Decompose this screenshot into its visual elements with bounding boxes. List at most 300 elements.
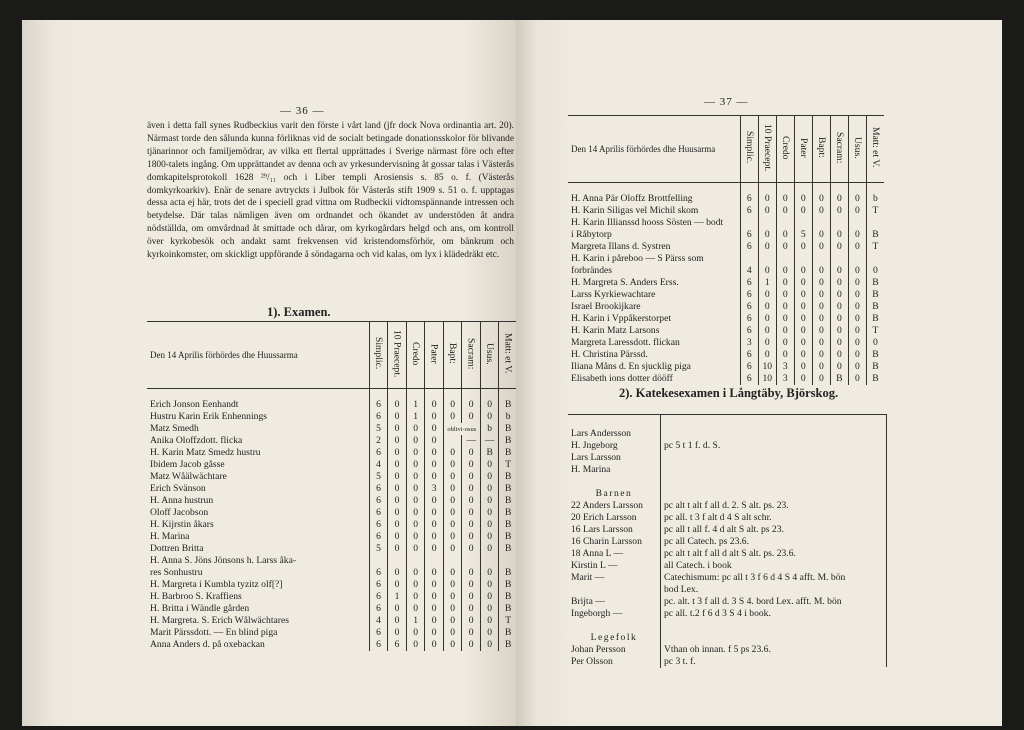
catechism-row: [568, 536, 848, 548]
grade-cell: 0: [388, 459, 407, 471]
grade-cell: 0: [776, 241, 794, 253]
catechism-row: [568, 620, 848, 632]
grade-cell: 0: [830, 265, 848, 277]
column-header: [866, 116, 884, 183]
grade-cell: b: [499, 411, 516, 423]
grade-cell: 0: [758, 183, 776, 206]
table-row: [147, 567, 516, 579]
grade-cell: 0: [812, 301, 830, 313]
grade-cell: 0: [425, 411, 444, 423]
grade-cell: 1: [406, 389, 425, 412]
grade-cell: [830, 253, 848, 265]
grade-cell: 0: [443, 459, 462, 471]
group-heading: Legefolk: [568, 632, 661, 644]
column-header-text: Credo: [410, 341, 422, 366]
person-name: Hustru Karin Erik Enhennings: [147, 411, 369, 423]
grade-cell: 6: [369, 389, 388, 412]
merged-grade-cell: [443, 423, 480, 435]
grade-cell: 3: [740, 337, 758, 349]
catechism-row: [568, 596, 848, 608]
grade-cell: 0: [388, 483, 407, 495]
grade-cell: 0: [443, 389, 462, 412]
grade-cell: B: [499, 639, 516, 651]
person-name: H. Marina: [147, 531, 369, 543]
grade-cell: 0: [443, 615, 462, 627]
grade-cell: 0: [776, 229, 794, 241]
grade-cell: 5: [369, 471, 388, 483]
catechism-grade: pc alt t alt f all d. 2. S alt. ps. 23.: [664, 500, 789, 511]
catechism-grade: [661, 414, 849, 440]
grade-cell: 0: [848, 289, 866, 301]
grade-cell: 0: [425, 459, 444, 471]
grade-cell: [848, 253, 866, 265]
grade-cell: 0: [480, 531, 499, 543]
grade-cell: 6: [369, 483, 388, 495]
grade-cell: 0: [406, 519, 425, 531]
column-header: [776, 116, 794, 183]
person-name: Ibidem Jacob gåsse: [147, 459, 369, 471]
grade-cell: 0: [830, 325, 848, 337]
catechism-row: [568, 452, 848, 464]
grade-cell: 6: [740, 373, 758, 385]
grade-cell: [740, 217, 758, 229]
grade-cell: 0: [480, 471, 499, 483]
grade-cell: [848, 217, 866, 229]
table-row: [568, 205, 884, 217]
catechism-row: [568, 632, 848, 644]
person-name: H. Karin i Vppåkerstorpet: [568, 313, 740, 325]
column-header: [369, 322, 388, 389]
grade-cell: 6: [388, 639, 407, 651]
grade-cell: 0: [794, 337, 812, 349]
grade-cell: 0: [425, 519, 444, 531]
grade-cell: 0: [848, 349, 866, 361]
grade-cell: 0: [462, 543, 481, 555]
grade-cell: 0: [866, 337, 884, 349]
grade-cell: B: [499, 447, 516, 459]
person-name: [568, 476, 661, 488]
grade-cell: B: [499, 531, 516, 543]
person-name: 16 Lars Larsson: [568, 524, 661, 536]
grade-cell: 0: [812, 337, 830, 349]
person-name: H. Margreta. S. Erich Wålwächtares: [147, 615, 369, 627]
person-name: forbrändes: [568, 265, 740, 277]
catechism-row: [568, 608, 848, 620]
grade-cell: 0: [812, 325, 830, 337]
table-row: [147, 615, 516, 627]
grade-cell: B: [499, 519, 516, 531]
table-row: [568, 301, 884, 313]
table-row: [147, 555, 516, 567]
grade-cell: 0: [480, 543, 499, 555]
table-row: [568, 217, 884, 229]
grade-cell: 4: [369, 459, 388, 471]
grade-cell: [794, 253, 812, 265]
table-row: [147, 603, 516, 615]
person-name: H. Anna hustrun: [147, 495, 369, 507]
person-name: H. Barbroo S. Kraffiens: [147, 591, 369, 603]
section-title: 1). Examen.: [267, 305, 331, 319]
grade-cell: 0: [848, 205, 866, 217]
grade-cell: 0: [443, 507, 462, 519]
grade-cell: 0: [462, 471, 481, 483]
grade-cell: [425, 555, 444, 567]
grade-cell: B: [499, 389, 516, 412]
grade-cell: 6: [740, 361, 758, 373]
person-name: Margreta Laressdott. flickan: [568, 337, 740, 349]
grade-cell: 0: [443, 519, 462, 531]
grade-cell: 0: [443, 627, 462, 639]
person-name: [568, 584, 661, 596]
grade-cell: 6: [369, 495, 388, 507]
column-header-text: Bapt:: [815, 137, 827, 158]
grade-cell: 0: [406, 627, 425, 639]
grade-cell: 0: [425, 447, 444, 459]
catechism-row: [568, 572, 848, 584]
grade-cell: 0: [425, 615, 444, 627]
grade-cell: 6: [740, 289, 758, 301]
grade-cell: 0: [776, 289, 794, 301]
grade-cell: B: [499, 627, 516, 639]
grade-cell: 0: [794, 265, 812, 277]
grade-cell: 0: [830, 337, 848, 349]
grade-cell: 0: [406, 483, 425, 495]
grade-cell: 0: [462, 567, 481, 579]
grade-cell: 6: [740, 325, 758, 337]
grade-cell: 0: [388, 579, 407, 591]
page-number: — 36 —: [280, 105, 325, 117]
column-header-text: Pater: [797, 137, 809, 158]
person-name: Kirstin L —: [568, 560, 661, 572]
grade-cell: [866, 217, 884, 229]
table-header-label: Den 14 Aprilis förhördes dhe Huusarma: [568, 116, 740, 183]
grade-cell: 6: [369, 507, 388, 519]
grade-cell: 0: [776, 313, 794, 325]
catechism-grade: pc. alt. t 3 f all d. 3 S 4. bord Lex. afft. M. bön: [664, 596, 842, 607]
grade-cell: B: [830, 373, 848, 385]
catechism-row: [568, 414, 848, 440]
column-header-text: Matt: et V.: [869, 127, 881, 168]
grade-cell: 6: [369, 519, 388, 531]
table-row: [147, 543, 516, 555]
grade-cell: [758, 217, 776, 229]
grade-cell: 0: [462, 579, 481, 591]
person-name: H. Karin Illianssd hooss Sösten — bodt: [568, 217, 740, 229]
table-row: [568, 349, 884, 361]
person-name: 20 Erich Larsson: [568, 512, 661, 524]
grade-cell: [462, 555, 481, 567]
catechism-row: [568, 488, 848, 500]
catechism-row: [568, 464, 848, 476]
table-row: [568, 183, 884, 206]
grade-cell: 0: [830, 313, 848, 325]
grade-cell: 0: [406, 603, 425, 615]
column-header-text: Sacram:: [833, 131, 845, 164]
grade-cell: 5: [794, 229, 812, 241]
grade-cell: 0: [462, 495, 481, 507]
grade-cell: 0: [406, 459, 425, 471]
grade-cell: 0: [758, 229, 776, 241]
grade-cell: [369, 555, 388, 567]
grade-cell: 0: [758, 289, 776, 301]
column-header: [406, 322, 425, 389]
grade-cell: 6: [740, 277, 758, 289]
column-header-text: Pater: [428, 343, 440, 364]
table-row: [147, 435, 516, 447]
grade-cell: 0: [480, 591, 499, 603]
grade-cell: 0: [480, 483, 499, 495]
grade-cell: 0: [406, 543, 425, 555]
grade-cell: 0: [480, 495, 499, 507]
person-name: Ingeborgh —: [568, 608, 661, 620]
table-row: [568, 277, 884, 289]
grade-cell: 0: [830, 241, 848, 253]
grade-cell: 1: [406, 615, 425, 627]
person-name: H. Karin Matz Smedz hustru: [147, 447, 369, 459]
grade-cell: 0: [480, 567, 499, 579]
grade-cell: 0: [480, 389, 499, 412]
grade-cell: B: [866, 289, 884, 301]
column-header: [480, 322, 499, 389]
grade-cell: 6: [369, 567, 388, 579]
grade-cell: 0: [425, 531, 444, 543]
grade-cell: B: [866, 349, 884, 361]
grade-cell: 0: [462, 591, 481, 603]
grade-cell: 0: [443, 591, 462, 603]
grade-cell: 0: [848, 265, 866, 277]
grade-cell: 0: [425, 471, 444, 483]
grade-cell: 0: [425, 603, 444, 615]
person-name: Per Olsson: [568, 656, 661, 668]
grade-cell: 0: [480, 507, 499, 519]
grade-cell: 0: [443, 603, 462, 615]
grade-cell: 0: [462, 627, 481, 639]
table-row: [147, 579, 516, 591]
left-page: [22, 20, 516, 726]
column-header: [758, 116, 776, 183]
column-header: [812, 116, 830, 183]
grade-cell: 0: [848, 313, 866, 325]
grade-cell: B: [866, 229, 884, 241]
person-name: H. Karin Siligas vel Michil skom: [568, 205, 740, 217]
grade-cell: 0: [812, 289, 830, 301]
column-header: [499, 322, 516, 389]
examen-table: [147, 321, 516, 651]
column-header-text: Usus.: [484, 342, 496, 365]
grade-cell: 0: [794, 349, 812, 361]
grade-cell: 0: [830, 205, 848, 217]
column-header-text: Usus.: [851, 136, 863, 159]
table-row: [147, 507, 516, 519]
grade-cell: B: [866, 277, 884, 289]
grade-cell: 0: [776, 301, 794, 313]
grade-cell: 0: [425, 495, 444, 507]
grade-cell: 1: [406, 411, 425, 423]
catechism-row: [568, 512, 848, 524]
grade-cell: B: [499, 603, 516, 615]
grade-cell: 0: [848, 337, 866, 349]
grade-cell: [758, 253, 776, 265]
grade-cell: T: [866, 325, 884, 337]
grade-cell: 0: [388, 531, 407, 543]
grade-cell: B: [499, 543, 516, 555]
grade-cell: 0: [794, 373, 812, 385]
grade-cell: 0: [388, 411, 407, 423]
grade-cell: [776, 253, 794, 265]
grade-cell: 0: [812, 205, 830, 217]
grade-cell: 0: [794, 277, 812, 289]
grade-cell: 0: [443, 567, 462, 579]
grade-cell: 0: [388, 567, 407, 579]
person-name: 16 Charin Larsson: [568, 536, 661, 548]
grade-cell: 0: [758, 337, 776, 349]
grade-cell: 0: [812, 361, 830, 373]
grade-cell: 6: [740, 229, 758, 241]
person-name: Johan Persson: [568, 644, 661, 656]
grade-cell: 0: [848, 241, 866, 253]
column-header-text: Credo: [779, 135, 791, 160]
grade-cell: 6: [740, 349, 758, 361]
person-name: Margreta Illans d. Systren: [568, 241, 740, 253]
grade-cell: [406, 555, 425, 567]
grade-cell: 0: [848, 325, 866, 337]
catechism-row: [568, 548, 848, 560]
grade-cell: 0: [758, 265, 776, 277]
table-row: [568, 373, 884, 385]
grade-cell: 0: [794, 313, 812, 325]
table-row: [147, 483, 516, 495]
table-row: [568, 241, 884, 253]
catechism-grade: [661, 476, 849, 488]
column-header: [740, 116, 758, 183]
grade-cell: 10: [758, 373, 776, 385]
grade-cell: 0: [443, 483, 462, 495]
grade-cell: 0: [830, 301, 848, 313]
grade-cell: 0: [794, 241, 812, 253]
person-name: Marit Pärssdott. — En blind piga: [147, 627, 369, 639]
grade-cell: —: [480, 435, 499, 447]
grade-cell: 1: [388, 591, 407, 603]
grade-cell: [776, 217, 794, 229]
grade-cell: 0: [388, 495, 407, 507]
catechism-grade: [661, 632, 849, 644]
grade-cell: 0: [425, 507, 444, 519]
grade-cell: 0: [443, 447, 462, 459]
person-name: Elisabeth ions dotter dööff: [568, 373, 740, 385]
catechism-row: [568, 524, 848, 536]
grade-cell: 0: [443, 639, 462, 651]
grade-cell: 0: [776, 277, 794, 289]
column-header: [848, 116, 866, 183]
person-name: Anika Oloffzdott. flicka: [147, 435, 369, 447]
grade-cell: 0: [758, 313, 776, 325]
grade-cell: T: [499, 615, 516, 627]
grade-cell: 0: [388, 507, 407, 519]
grade-cell: B: [499, 591, 516, 603]
person-name: Erich Svänson: [147, 483, 369, 495]
column-header-text: Simplic.: [743, 131, 755, 164]
catechism-row: [568, 440, 848, 452]
grade-cell: 0: [462, 507, 481, 519]
grade-cell: B: [866, 373, 884, 385]
table-header-label: Den 14 Aprilis förhördes dhe Huussarma: [147, 322, 369, 389]
grade-cell: 0: [812, 373, 830, 385]
grade-cell: 0: [848, 229, 866, 241]
grade-cell: 0: [425, 543, 444, 555]
table-row: [147, 459, 516, 471]
person-name: Brijta —: [568, 596, 661, 608]
grade-cell: 0: [812, 349, 830, 361]
grade-cell: 0: [462, 483, 481, 495]
grade-cell: 0: [425, 423, 444, 435]
grade-cell: 0: [443, 411, 462, 423]
person-name: 18 Anna L —: [568, 548, 661, 560]
person-name: H. Anna S. Jöns Jönsons h. Larss åka-: [147, 555, 369, 567]
grade-cell: 0: [812, 183, 830, 206]
grade-cell: [812, 217, 830, 229]
grade-cell: 0: [443, 495, 462, 507]
grade-cell: 6: [740, 241, 758, 253]
person-name: i Råbytorp: [568, 229, 740, 241]
catechism-row: [568, 644, 848, 656]
grade-cell: 0: [848, 373, 866, 385]
grade-cell: 0: [406, 471, 425, 483]
grade-cell: 0: [443, 543, 462, 555]
grade-cell: 0: [406, 435, 425, 447]
catechism-row: [568, 584, 848, 596]
grade-cell: —: [462, 435, 481, 447]
grade-cell: 4: [740, 265, 758, 277]
grade-cell: 1: [758, 277, 776, 289]
table-row: [147, 389, 516, 412]
table-row: [147, 411, 516, 423]
grade-cell: 0: [776, 183, 794, 206]
grade-cell: 3: [776, 361, 794, 373]
person-name: Matz Smedh: [147, 423, 369, 435]
grade-cell: 6: [369, 627, 388, 639]
grade-cell: 0: [794, 183, 812, 206]
catechism-grade: pc all Catech. ps 23.6.: [664, 536, 749, 547]
grade-cell: 0: [866, 265, 884, 277]
person-name: Oloff Jacobson: [147, 507, 369, 519]
catechism-grade: pc all. t.2 f 6 d 3 S 4 i book.: [664, 608, 771, 619]
person-name: Israel Brookijkare: [568, 301, 740, 313]
table-row: [147, 591, 516, 603]
grade-cell: 0: [462, 615, 481, 627]
right-page: [516, 20, 1002, 726]
grade-cell: 0: [830, 289, 848, 301]
grade-cell: 0: [480, 615, 499, 627]
grade-cell: 6: [369, 411, 388, 423]
grade-cell: [443, 555, 462, 567]
table-row: [147, 519, 516, 531]
grade-cell: 0: [794, 289, 812, 301]
grade-cell: 0: [830, 229, 848, 241]
grade-cell: 0: [425, 639, 444, 651]
grade-cell: B: [499, 483, 516, 495]
table-row: [147, 471, 516, 483]
person-name: H. Karin i påreboo — S Pärss som: [568, 253, 740, 265]
grade-cell: 0: [794, 361, 812, 373]
grade-cell: 0: [830, 277, 848, 289]
catechism-table: [568, 414, 848, 668]
table-row: [147, 531, 516, 543]
grade-cell: 0: [425, 435, 444, 447]
grade-cell: 6: [740, 205, 758, 217]
grade-cell: 0: [848, 301, 866, 313]
grade-cell: 3: [776, 373, 794, 385]
grade-cell: 0: [848, 361, 866, 373]
